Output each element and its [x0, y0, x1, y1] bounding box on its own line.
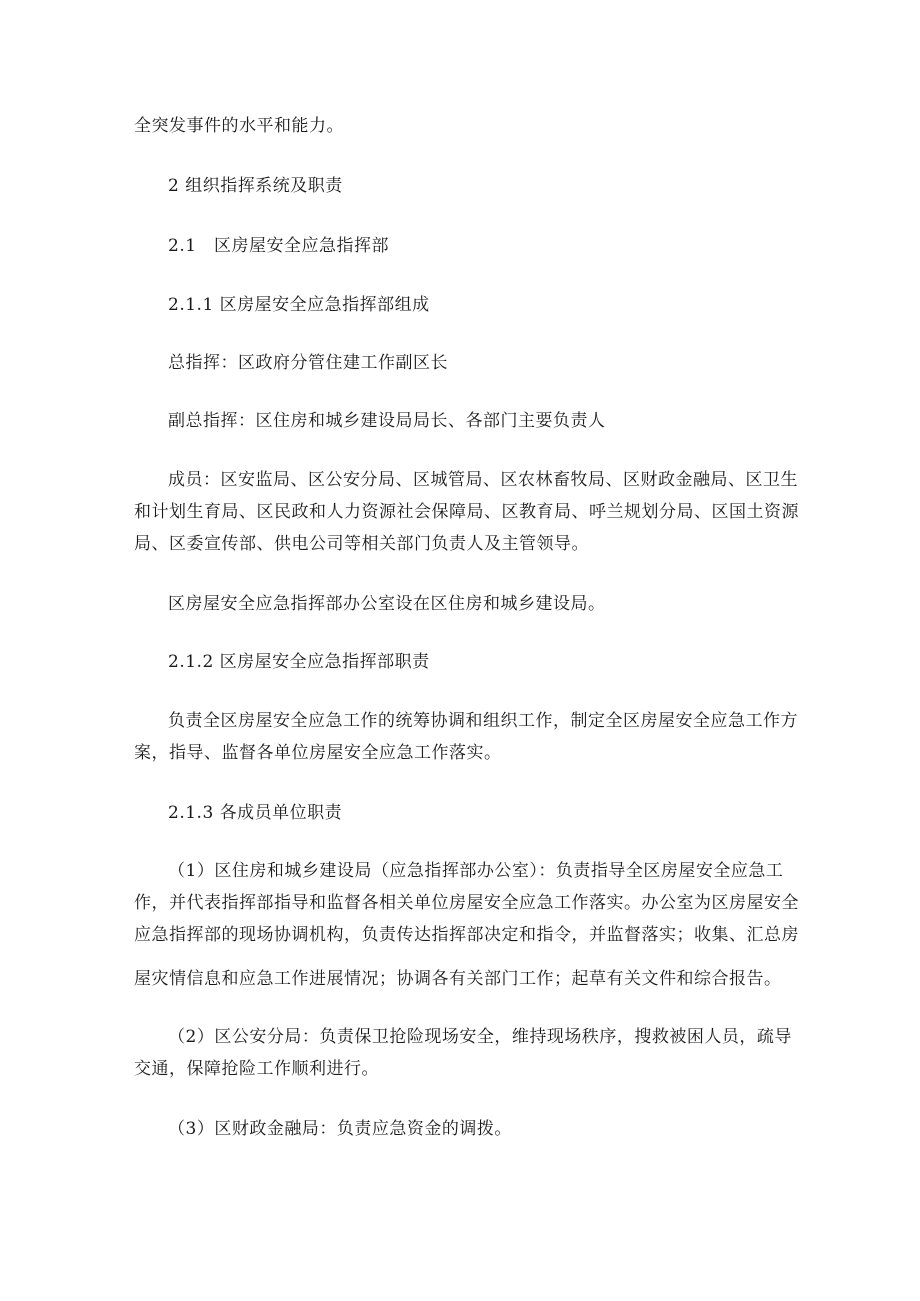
- text-line: 应急指挥部的现场协调机构，负责传达指挥部决定和指令，并监督落实；收集、汇总房: [134, 925, 799, 945]
- subsection-heading: 2.1 区房屋安全应急指挥部: [168, 236, 390, 256]
- text-line: 负责全区房屋安全应急工作的统筹协调和组织工作，制定全区房屋安全应急工作方: [168, 711, 798, 731]
- text-line: 成员：区安监局、区公安分局、区城管局、区农林畜牧局、区财政金融局、区卫生: [168, 470, 798, 490]
- text-line: 交通，保障抢险工作顺利进行。: [134, 1059, 379, 1079]
- text-line: 和计划生育局、区民政和人力资源社会保障局、区教育局、呼兰规划分局、区国土资源: [134, 502, 799, 522]
- text-line: 作，并代表指挥部指导和监督各相关单位房屋安全应急工作落实。办公室为区房屋安全: [134, 893, 799, 913]
- text-line: 局、区委宣传部、供电公司等相关部门负责人及主管领导。: [134, 534, 589, 554]
- text-line: 屋灾情信息和应急工作进展情况；协调各有关部门工作；起草有关文件和综合报告。: [134, 969, 782, 989]
- subsection-heading: 2.1.2 区房屋安全应急指挥部职责: [168, 652, 430, 672]
- subsection-heading: 2.1.3 各成员单位职责: [168, 803, 343, 823]
- section-heading: 2 组织指挥系统及职责: [168, 176, 343, 196]
- subsection-heading: 2.1.1 区房屋安全应急指挥部组成: [168, 295, 430, 315]
- text-line: （2）区公安分局：负责保卫抢险现场安全，维持现场秩序，搜救被困人员，疏导: [168, 1027, 792, 1047]
- text-line: 区房屋安全应急指挥部办公室设在区住房和城乡建设局。: [168, 594, 606, 614]
- text-line: （3）区财政金融局：负责应急资金的调拨。: [168, 1119, 512, 1139]
- text-line: 副总指挥：区住房和城乡建设局局长、各部门主要负责人: [168, 411, 606, 431]
- text-line: 全突发事件的水平和能力。: [134, 116, 344, 136]
- text-line: 案，指导、监督各单位房屋安全应急工作落实。: [134, 743, 502, 763]
- text-line: 总指挥：区政府分管住建工作副区长: [168, 353, 448, 373]
- text-line: （1）区住房和城乡建设局（应急指挥部办公室）：负责指导全区房屋安全应急工: [168, 861, 784, 881]
